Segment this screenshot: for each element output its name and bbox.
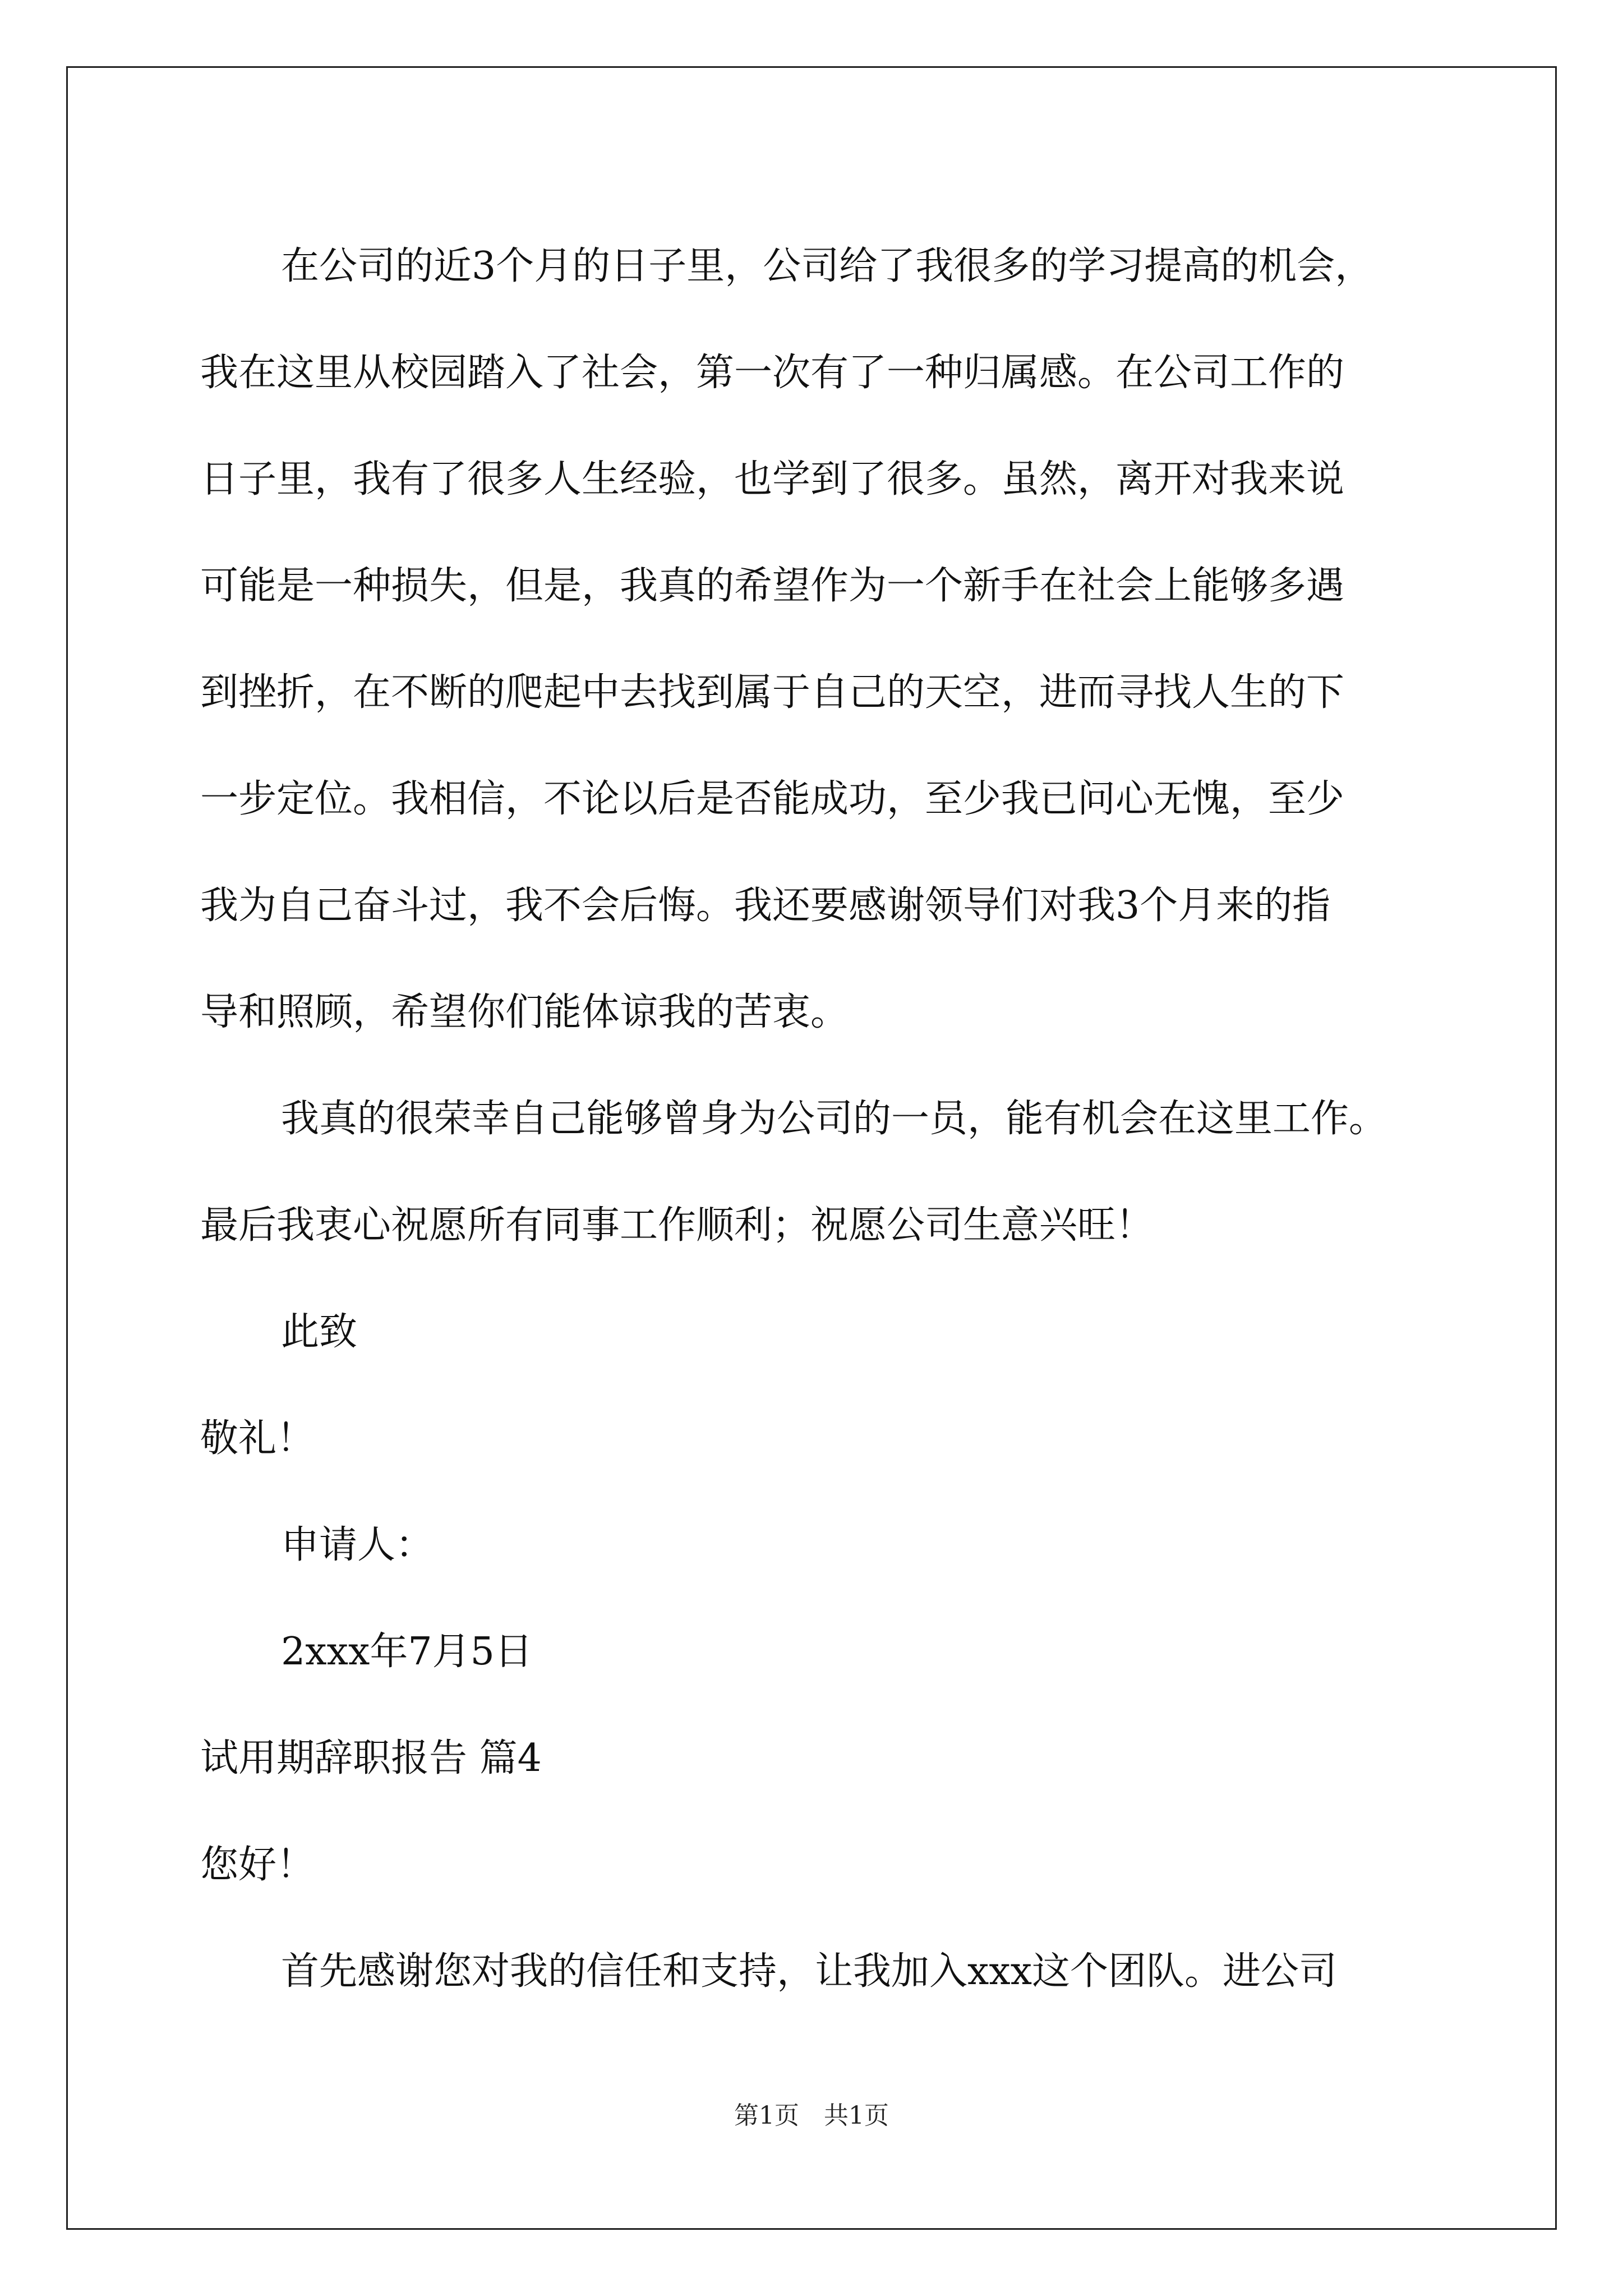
text-line: 我为自己奋斗过，我不会后悔。我还要感谢领导们对我3个月来的指 bbox=[200, 884, 1331, 928]
closing-respect: 敬礼！ bbox=[200, 1416, 315, 1461]
text-line: 导和照顾，希望你们能体谅我的苦衷。 bbox=[200, 990, 849, 1034]
greeting: 您好！ bbox=[200, 1843, 315, 1887]
applicant-label: 申请人： bbox=[281, 1523, 434, 1567]
text-line: 我真的很荣幸自己能够曾身为公司的一员，能有机会在这里工作。 bbox=[281, 1097, 1387, 1141]
document-body bbox=[200, 213, 1434, 2025]
closing-salutation: 此致 bbox=[281, 1310, 358, 1354]
text-line: 最后我衷心祝愿所有同事工作顺利；祝愿公司生意兴旺！ bbox=[200, 1203, 1154, 1248]
page-footer: 第1页 共1页 bbox=[734, 2101, 889, 2130]
text-line: 首先感谢您对我的信任和支持，让我加入xxx这个团队。进公司 bbox=[281, 1949, 1338, 1994]
text-line: 日子里，我有了很多人生经验，也学到了很多。虽然，离开对我来说 bbox=[200, 457, 1345, 501]
text-line: 我在这里从校园踏入了社会，第一次有了一种归属感。在公司工作的 bbox=[200, 351, 1345, 395]
text-line: 可能是一种损失，但是，我真的希望作为一个新手在社会上能够多遇 bbox=[200, 564, 1345, 608]
section-heading: 试用期辞职报告 篇4 bbox=[200, 1736, 542, 1780]
text-line: 到挫折，在不断的爬起中去找到属于自己的天空，进而寻找人生的下 bbox=[200, 670, 1345, 715]
text-line: 在公司的近3个月的日子里，公司给了我很多的学习提高的机会， bbox=[281, 244, 1373, 288]
text-line: 一步定位。我相信，不论以后是否能成功，至少我已问心无愧，至少 bbox=[200, 777, 1345, 821]
letter-date: 2xxx年7月5日 bbox=[281, 1630, 533, 1674]
